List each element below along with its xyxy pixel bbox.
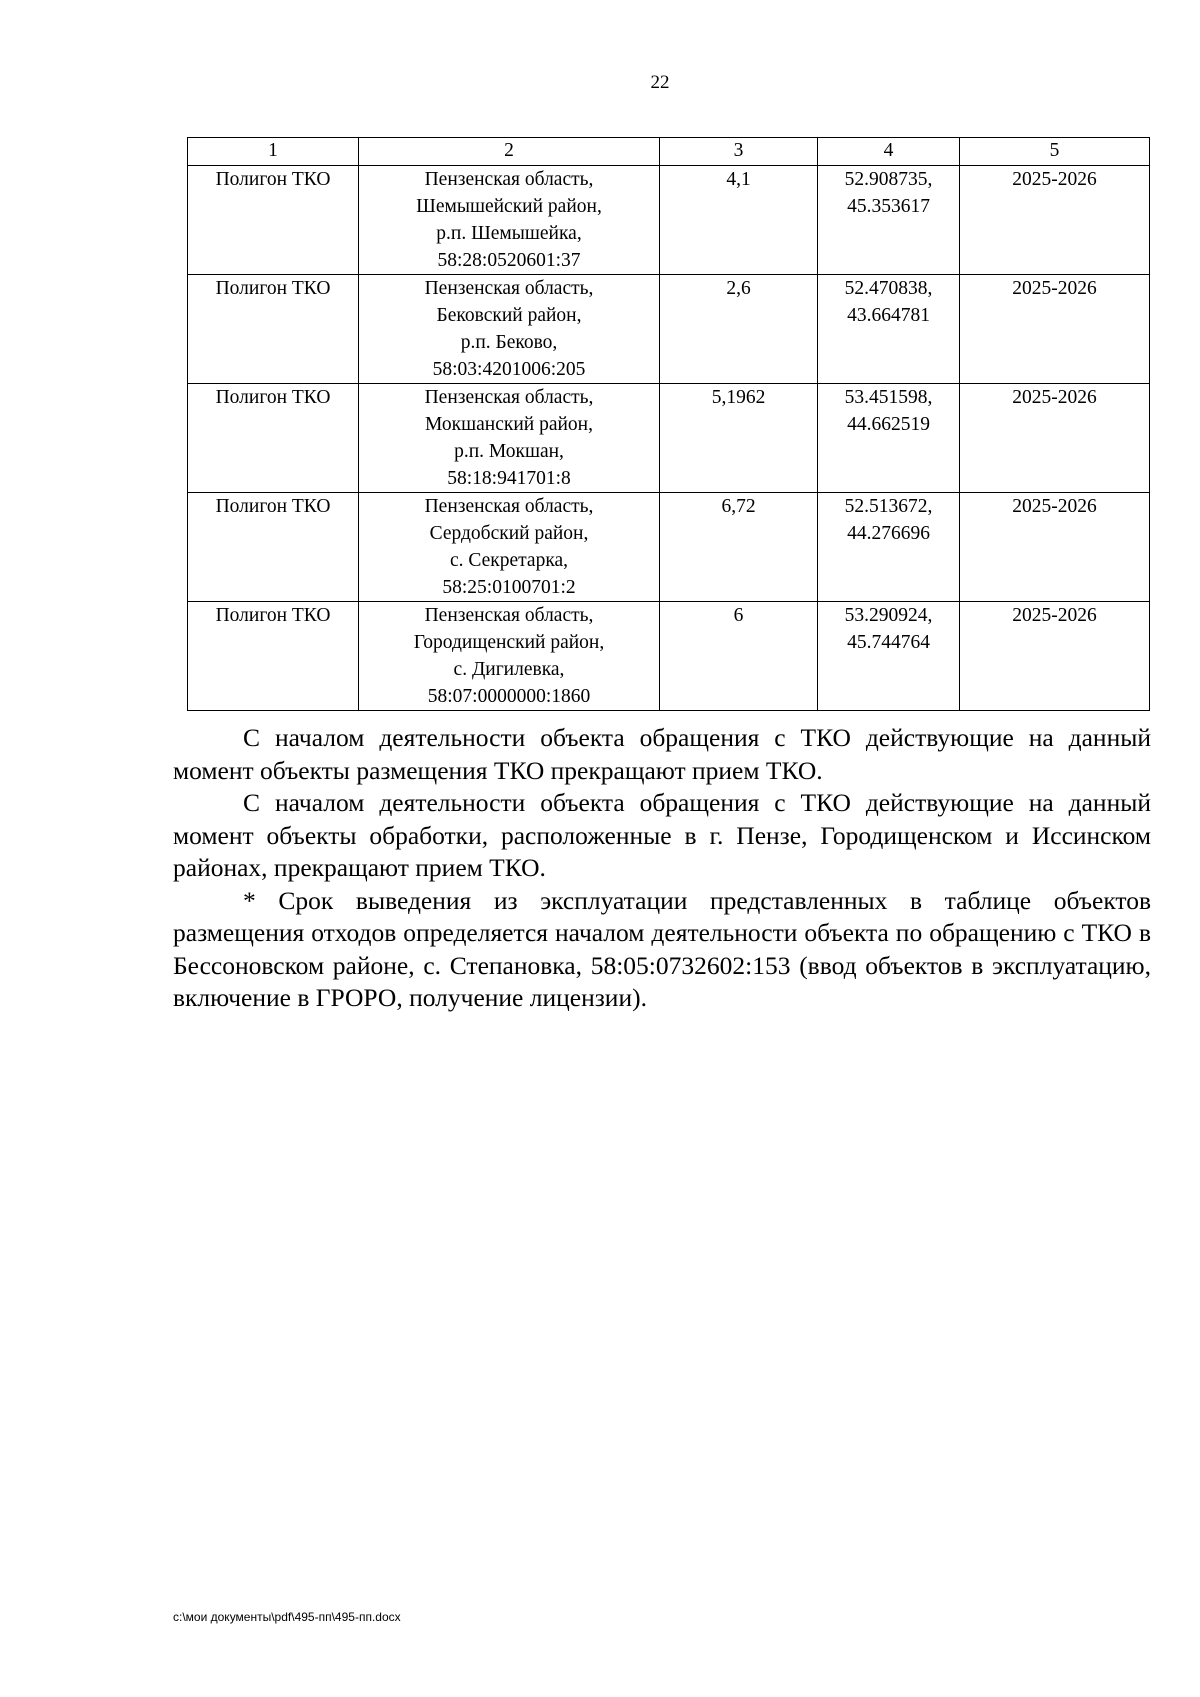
address-cell	[359, 602, 660, 711]
coord-line: 45.744764	[847, 632, 930, 653]
object-cell: Полигон ТКО	[188, 602, 359, 711]
coord-line: 45.353617	[847, 196, 930, 217]
address-line: Мокшанский район,	[425, 414, 593, 435]
address-cell	[359, 275, 660, 384]
coords-cell	[818, 493, 960, 602]
address-line: р.п. Беково,	[460, 332, 558, 353]
address-line: с. Секретарка,	[449, 550, 569, 571]
column-header: 4	[818, 138, 960, 166]
address-cell	[359, 384, 660, 493]
address-line: Пензенская область,	[424, 496, 594, 517]
area-cell: 6,72	[660, 493, 818, 602]
period-cell: 2025-2026	[960, 275, 1150, 384]
address-line: р.п. Мокшан,	[454, 441, 564, 462]
table-row	[188, 602, 1150, 711]
address-line: Сердобский район,	[429, 523, 589, 544]
object-cell: Полигон ТКО	[188, 275, 359, 384]
page-number: 22	[650, 72, 670, 93]
address-line: 58:28:0520601:37	[437, 250, 581, 271]
address-line: Пензенская область,	[424, 278, 594, 299]
coords-cell	[818, 602, 960, 711]
area-cell: 5,1962	[660, 384, 818, 493]
coord-line: 44.276696	[847, 523, 930, 544]
table-row	[188, 275, 1150, 384]
object-cell: Полигон ТКО	[188, 166, 359, 275]
paragraph: С началом деятельности объекта обращения с ТКО действующие на данный момент объекты размещения ТКО прекращают прием ТКО.	[173, 723, 1151, 785]
address-line: 58:07:0000000:1860	[427, 686, 591, 707]
address-cell	[359, 493, 660, 602]
coord-line: 52.470838,	[844, 278, 933, 299]
column-header: 5	[960, 138, 1150, 166]
address-line: 58:25:0100701:2	[442, 577, 576, 598]
footnote-paragraph: * Срок выведения из эксплуатации представленных в таблице объектов размещения отходов определяется началом деятельности объекта по обращению с ТКО в Бессоновском районе, с. Степановка, 58:05:0732602:153 (ввод объектов в эксплуатацию, включение в ГРОРО, получение лицензии).	[173, 885, 1151, 1012]
table-row	[188, 493, 1150, 602]
table-header-row	[188, 138, 1150, 166]
address-line: Городищенский район,	[413, 632, 605, 653]
address-line: 58:03:4201006:205	[432, 359, 586, 380]
column-header: 3	[660, 138, 818, 166]
address-cell	[359, 166, 660, 275]
object-cell: Полигон ТКО	[188, 493, 359, 602]
coords-cell	[818, 384, 960, 493]
data-table	[187, 137, 1150, 711]
area-cell: 4,1	[660, 166, 818, 275]
address-line: 58:18:941701:8	[447, 468, 571, 489]
column-header: 2	[359, 138, 660, 166]
address-line: Пензенская область,	[424, 605, 594, 626]
body-text	[173, 722, 1151, 1015]
address-line: Пензенская область,	[424, 387, 594, 408]
address-line: с. Дигилевка,	[453, 659, 565, 680]
coord-line: 52.908735,	[844, 169, 933, 190]
table-row	[188, 166, 1150, 275]
coord-line: 53.451598,	[844, 387, 933, 408]
coord-line: 43.664781	[847, 305, 930, 326]
coords-cell	[818, 166, 960, 275]
period-cell: 2025-2026	[960, 602, 1150, 711]
address-line: Бековский район,	[436, 305, 582, 326]
address-line: Шемышейский район,	[416, 196, 602, 217]
coord-line: 52.513672,	[844, 496, 933, 517]
table-row	[188, 384, 1150, 493]
coord-line: 44.662519	[847, 414, 930, 435]
coord-line: 53.290924,	[844, 605, 933, 626]
period-cell: 2025-2026	[960, 384, 1150, 493]
address-line: р.п. Шемышейка,	[436, 223, 582, 244]
address-line: Пензенская область,	[424, 169, 594, 190]
column-header: 1	[188, 138, 359, 166]
paragraph: С началом деятельности объекта обращения с ТКО действующие на данный момент объекты обработки, расположенные в г. Пензе, Городищенском и Иссинском районах, прекращают прием ТКО.	[173, 788, 1151, 882]
area-cell: 2,6	[660, 275, 818, 384]
area-cell: 6	[660, 602, 818, 711]
object-cell: Полигон ТКО	[188, 384, 359, 493]
coords-cell	[818, 275, 960, 384]
period-cell: 2025-2026	[960, 493, 1150, 602]
period-cell: 2025-2026	[960, 166, 1150, 275]
file-path-footer: c:\мои документы\pdf\495-пп\495-пп.docx	[173, 1610, 401, 1624]
